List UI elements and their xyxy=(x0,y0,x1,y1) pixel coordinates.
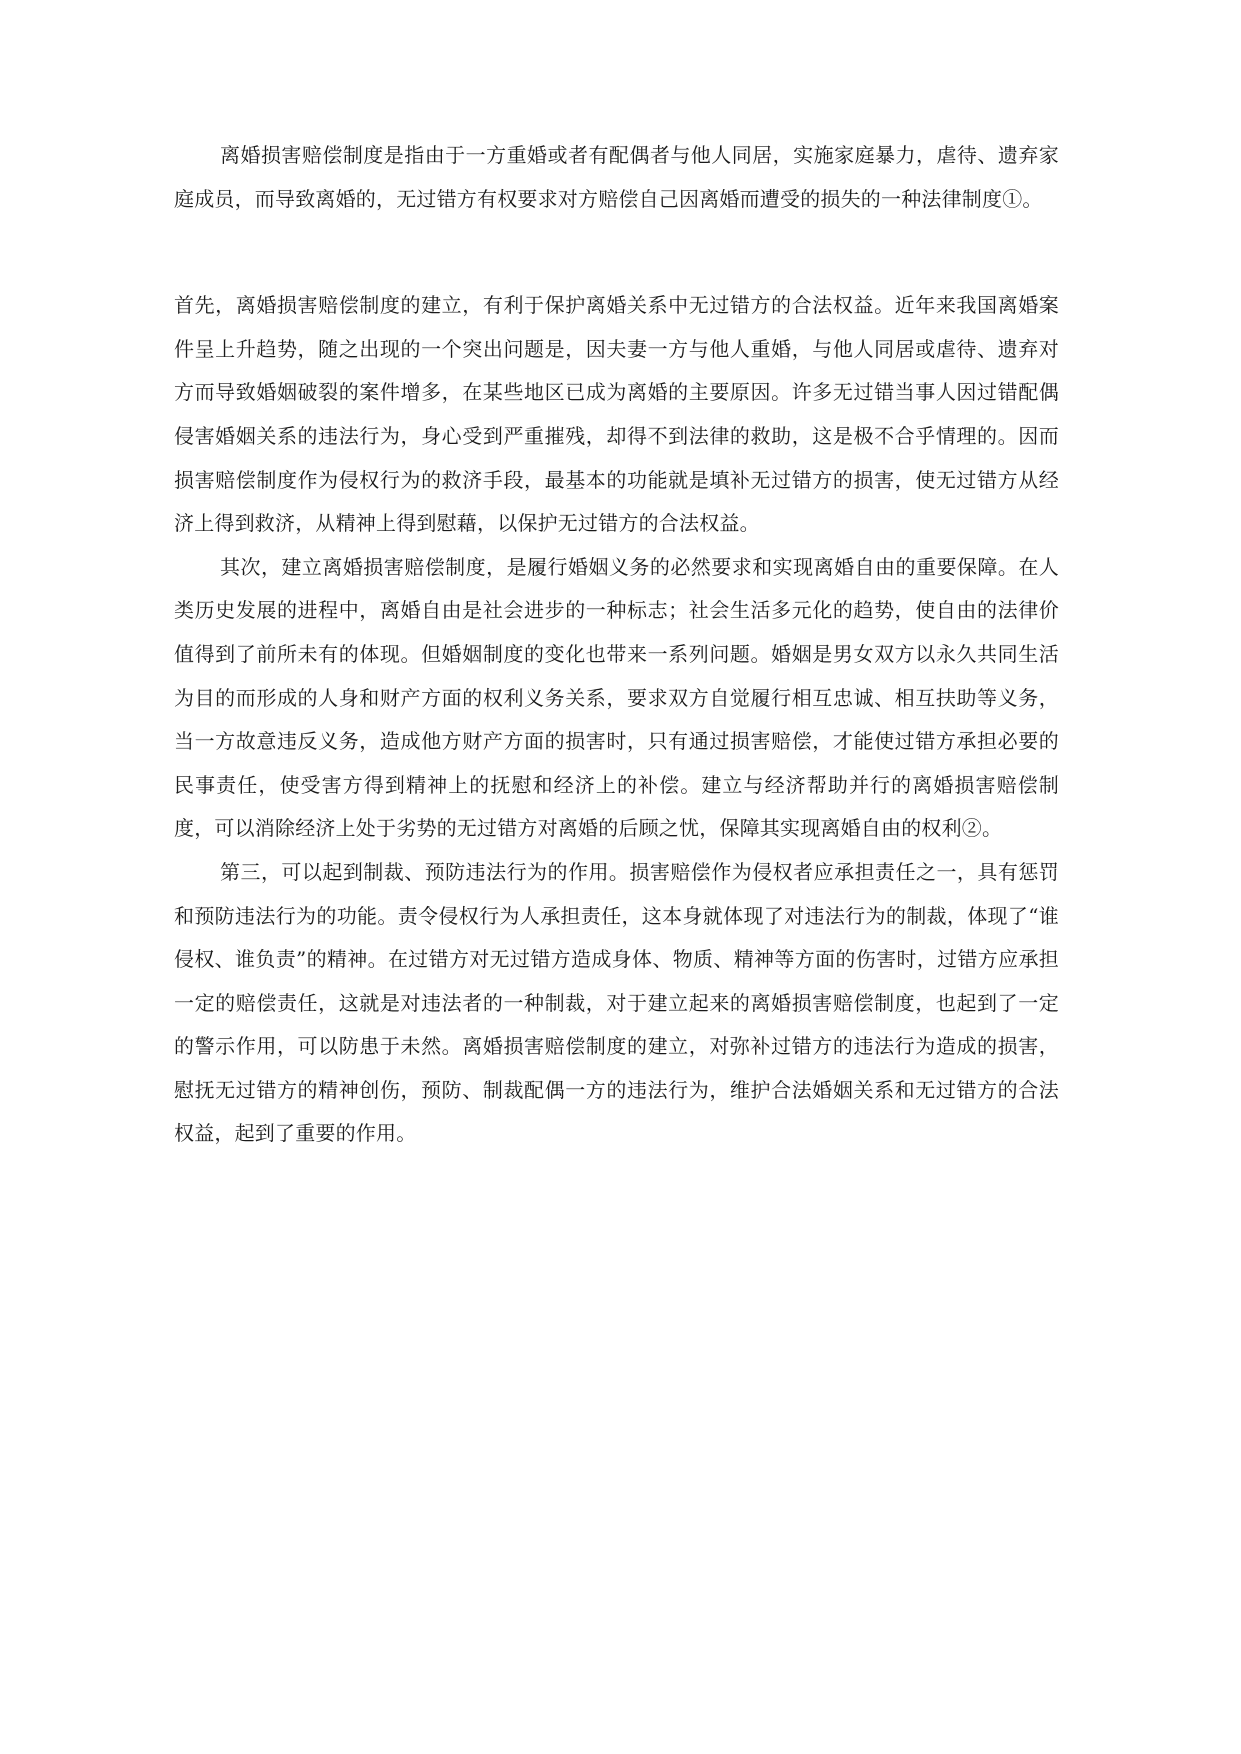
paragraph-first-point: 首先，离婚损害赔偿制度的建立，有利于保护离婚关系中无过错方的合法权益。近年来我国离婚案件呈上升趋势，随之出现的一个突出问题是，因夫妻一方与他人重婚，与他人同居或虐待、遗弃对方而导致婚姻破裂的案件增多，在某些地区已成为离婚的主要原因。许多无过错当事人因过错配偶侵害婚姻关系的违法行为，身心受到严重摧残，却得不到法律的救助，这是极不合乎情理的。因而损害赔偿制度作为侵权行为的救济手段，最基本的功能就是填补无过错方的损害，使无过错方从经济上得到救济，从精神上得到慰藉，以保护无过错方的合法权益。 xyxy=(174,293,1059,536)
paragraph-definition: 离婚损害赔偿制度是指由于一方重婚或者有配偶者与他人同居，实施家庭暴力，虐待、遗弃家庭成员，而导致离婚的，无过错方有权要求对方赔偿自己因离婚而遭受的损失的一种法律制度①。 xyxy=(174,143,1059,211)
document-body xyxy=(174,134,1059,1156)
paragraph-third-point: 第三，可以起到制裁、预防违法行为的作用。损害赔偿作为侵权者应承担责任之一，具有惩罚和预防违法行为的功能。责令侵权行为人承担责任，这本身就体现了对违法行为的制裁，体现了“谁侵权、谁负责”的精神。在过错方对无过错方造成身体、物质、精神等方面的伤害时，过错方应承担一定的赔偿责任，这就是对违法者的一种制裁，对于建立起来的离婚损害赔偿制度，也起到了一定的警示作用，可以防患于未然。离婚损害赔偿制度的建立，对弥补过错方的违法行为造成的损害，慰抚无过错方的精神创伤，预防、制裁配偶一方的违法行为，维护合法婚姻关系和无过错方的合法权益，起到了重要的作用。 xyxy=(174,859,1059,1146)
paragraph-second-point: 其次，建立离婚损害赔偿制度，是履行婚姻义务的必然要求和实现离婚自由的重要保障。在人类历史发展的进程中，离婚自由是社会进步的一种标志；社会生活多元化的趋势，使自由的法律价值得到了前所未有的体现。但婚姻制度的变化也带来一系列问题。婚姻是男女双方以永久共同生活为目的而形成的人身和财产方面的权利义务关系，要求双方自觉履行相互忠诚、相互扶助等义务，当一方故意违反义务，造成他方财产方面的损害时，只有通过损害赔偿，才能使过错方承担必要的民事责任，使受害方得到精神上的抚慰和经济上的补偿。建立与经济帮助并行的离婚损害赔偿制度，可以消除经济上处于劣势的无过错方对离婚的后顾之忧，保障其实现离婚自由的权利②。 xyxy=(174,554,1059,841)
